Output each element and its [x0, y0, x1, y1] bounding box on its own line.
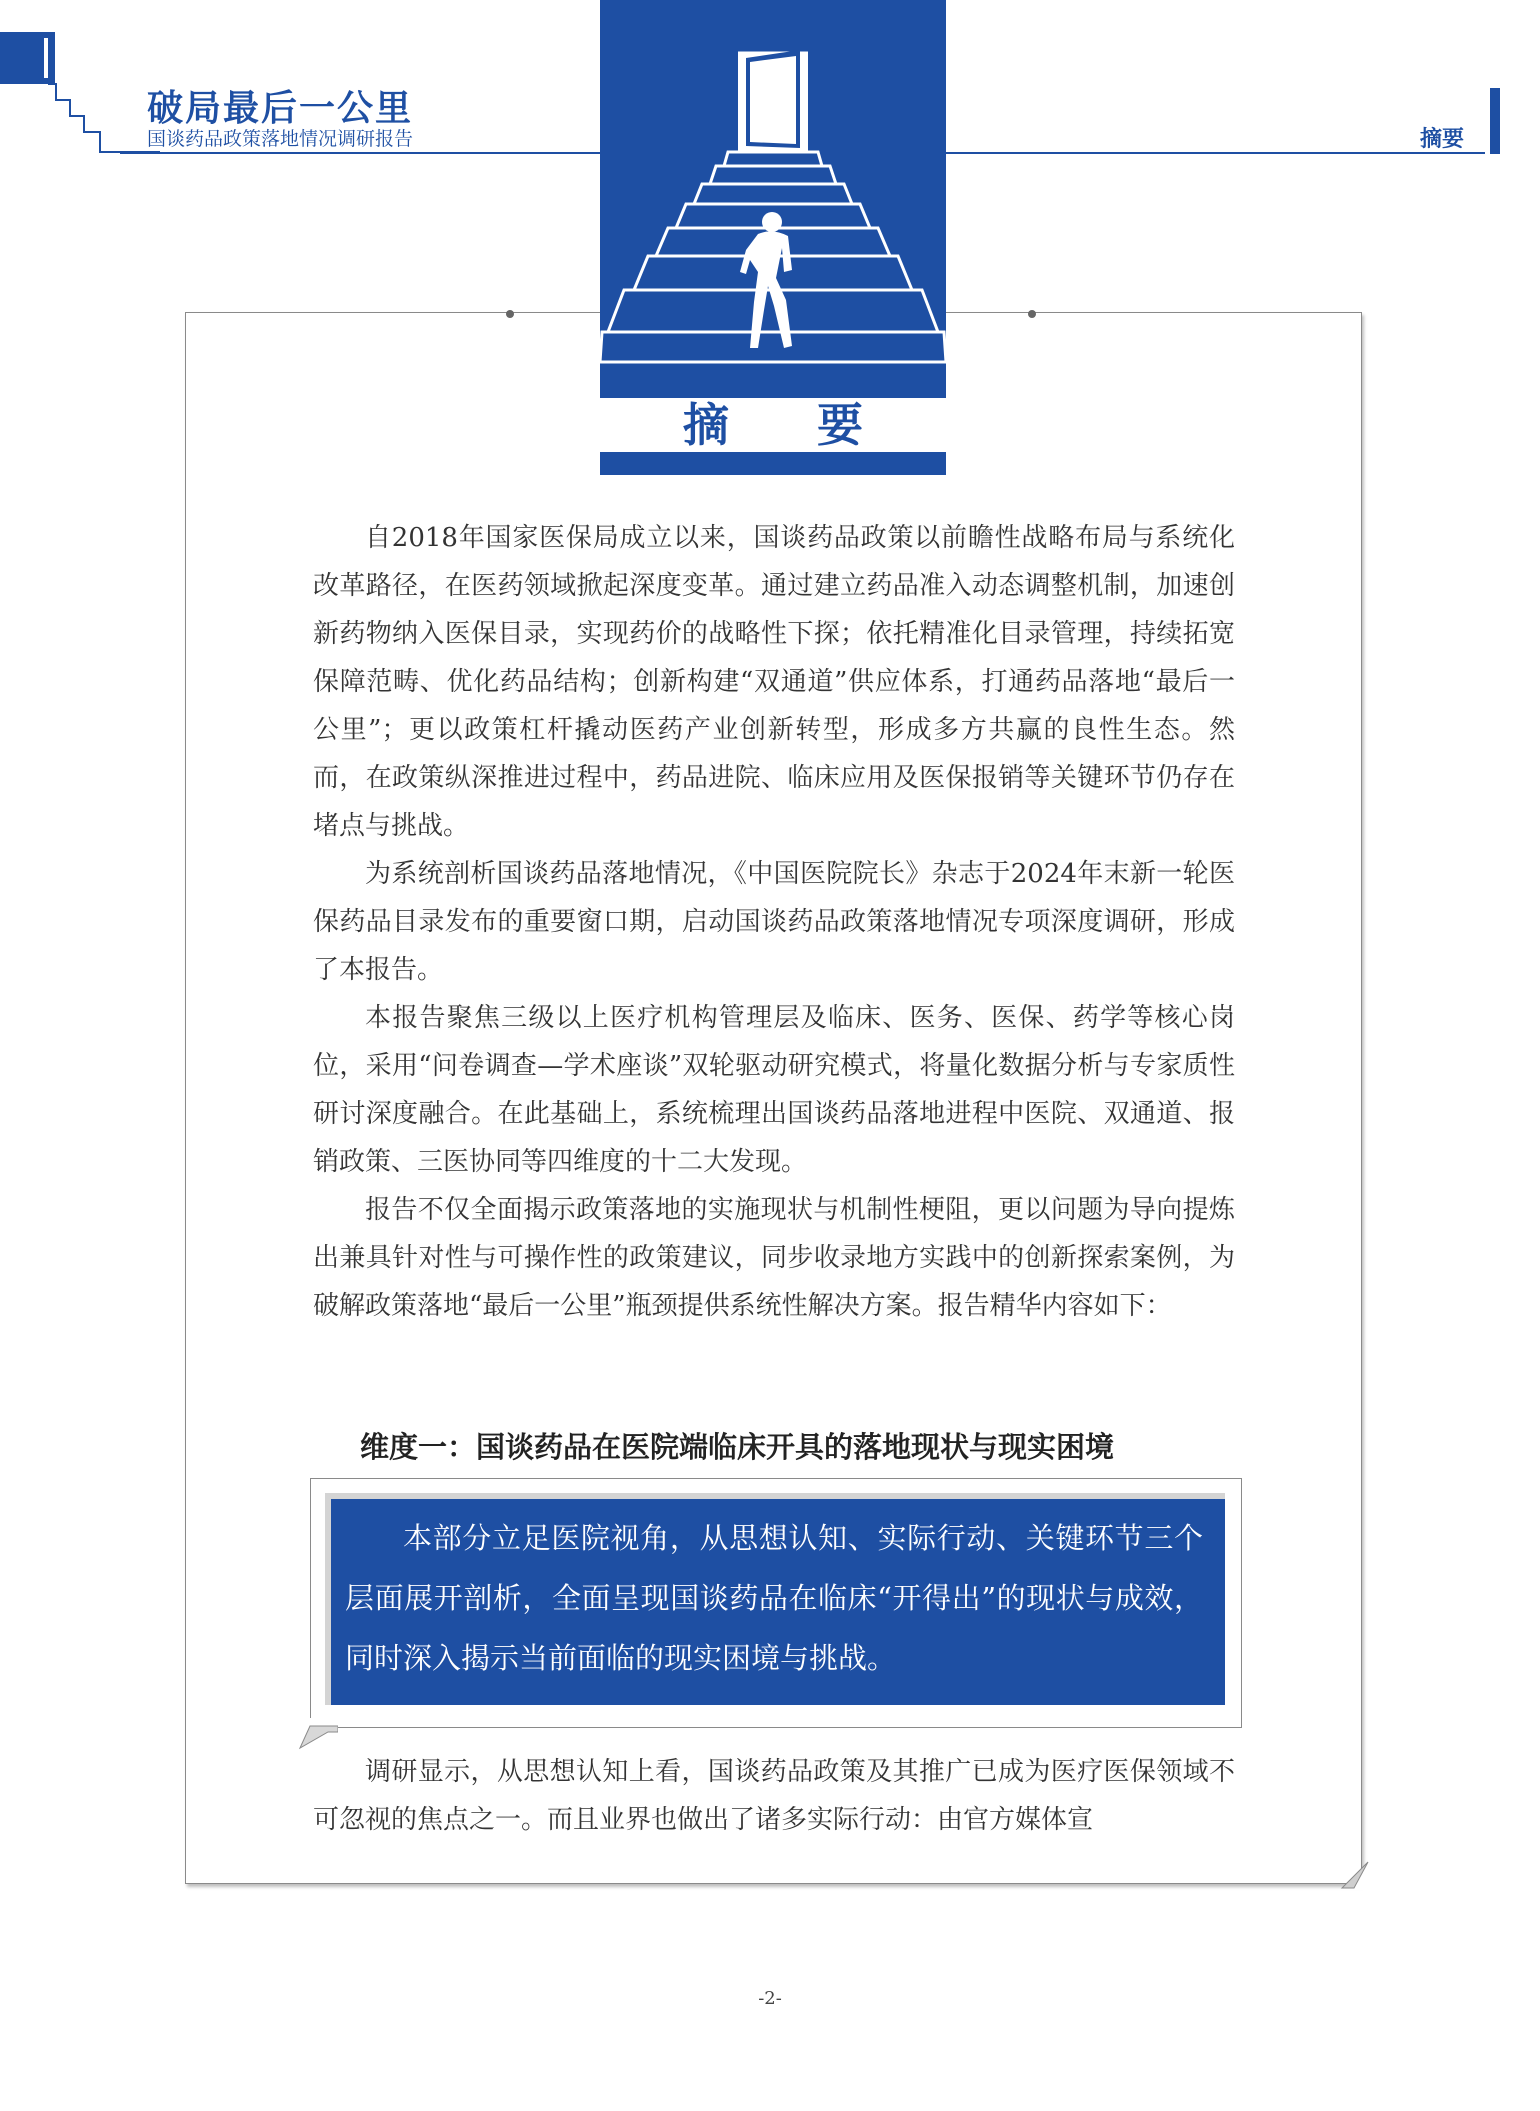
- paragraph-1: 自2018年国家医保局成立以来，国谈药品政策以前瞻性战略布局与系统化改革路径，在医药领域掀起深度变革。通过建立药品准入动态调整机制，加速创新药物纳入医保目录，实现药价的战略性下探；依托精准化目录管理，持续拓宽保障范畴、优化药品结构；创新构建“双通道”供应体系，打通药品落地“最后一公里”；更以政策杠杆撬动医药产业创新转型，形成多方共赢的良性生态。然而，在政策纵深推进过程中，药品进院、临床应用及医保报销等关键环节仍存在堵点与挑战。: [313, 523, 1235, 841]
- section-marker-bar: [1490, 88, 1500, 154]
- page-curl-icon: [1340, 1860, 1370, 1890]
- report-title: 破局最后一公里: [147, 88, 414, 129]
- paragraph-2: 为系统剖析国谈药品落地情况，《中国医院院长》杂志于2024年末新一轮医保药品目录发布的重要窗口期，启动国谈药品政策落地情况专项深度调研，形成了本报告。: [313, 859, 1235, 985]
- header-steps-line: [0, 40, 160, 160]
- frame-dot-right: [1028, 310, 1036, 318]
- paragraph-3: 本报告聚焦三级以上医疗机构管理层及临床、医务、医保、药学等核心岗位，采用“问卷调查—学术座谈”双轮驱动研究模式，将量化数据分析与专家质性研讨深度融合。在此基础上，系统梳理出国谈药品落地进程中医院、双通道、报销政策、三医协同等四维度的十二大发现。: [313, 1003, 1235, 1177]
- header-rule-left: [120, 152, 600, 154]
- dimension-one-heading: 维度一：国谈药品在医院端临床开具的落地现状与现实困境: [360, 1430, 1115, 1464]
- paragraph-4: 报告不仅全面揭示政策落地的实施现状与机制性梗阻，更以问题为导向提炼出兼具针对性与可操作性的政策建议，同步收录地方实践中的创新探索案例，为破解政策落地“最后一公里”瓶颈提供系统性解决方案。报告精华内容如下：: [313, 1195, 1235, 1321]
- closing-text: [313, 1748, 1235, 1844]
- frame-dot-left: [506, 310, 514, 318]
- staircase-illustration-icon: [600, 0, 946, 398]
- intro-text: [313, 514, 1235, 1330]
- section-label: 摘要: [1420, 127, 1465, 152]
- summary-title: 摘 要: [682, 398, 899, 452]
- report-subtitle: 国谈药品政策落地情况调研报告: [147, 128, 414, 150]
- highlight-paragraph: 本部分立足医院视角，从思想认知、实际行动、关键环节三个层面展开剖析，全面呈现国谈药品在临床“开得出”的现状与成效，同时深入揭示当前面临的现实困境与挑战。: [345, 1521, 1203, 1675]
- box-fold-icon: [298, 1718, 338, 1750]
- highlight-text: [345, 1508, 1203, 1688]
- page-number: -2-: [758, 1988, 782, 2009]
- header-rule-right: [945, 152, 1485, 154]
- closing-paragraph: 调研显示，从思想认知上看，国谈药品政策及其推广已成为医疗医保领域不可忽视的焦点之一。而且业界也做出了诸多实际行动：由官方媒体宣: [313, 1757, 1235, 1835]
